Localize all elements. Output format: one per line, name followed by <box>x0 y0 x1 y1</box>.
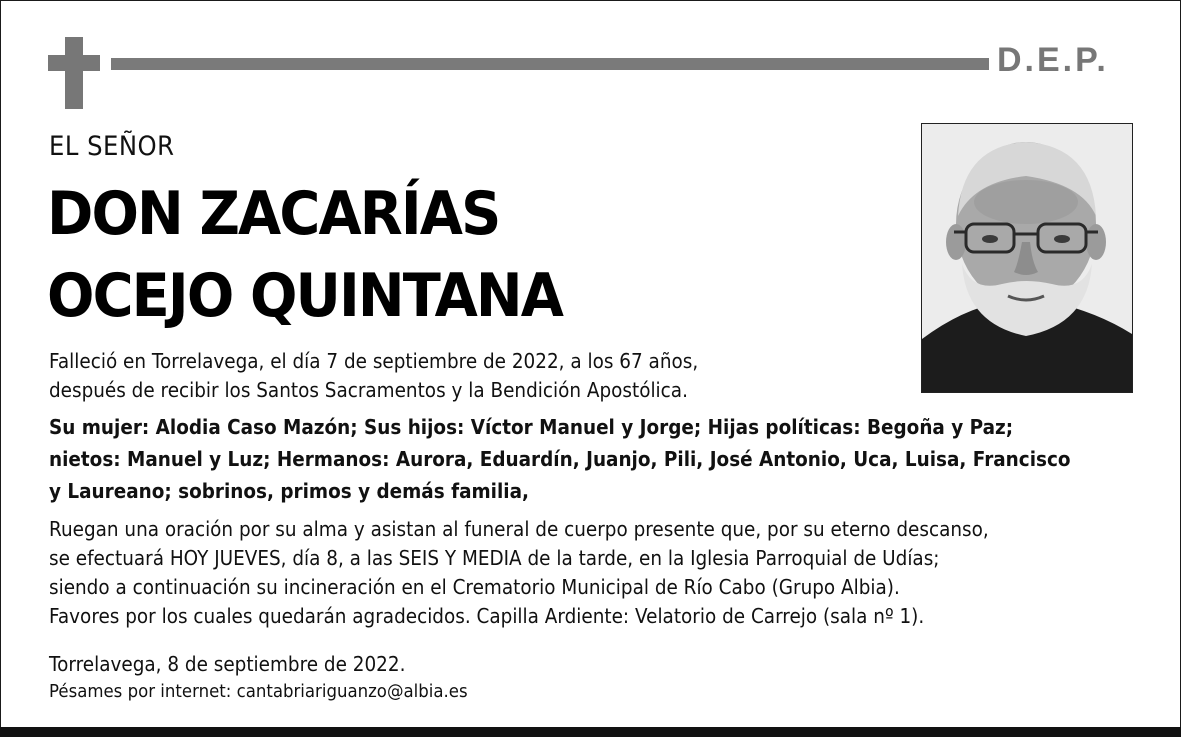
family-line: nietos: Manuel y Luz; Hermanos: Aurora, Eduardín, Juanjo, Pili, José Antonio, Uca, Luisa, Francisco <box>49 447 1071 471</box>
funeral-line: siendo a continuación su incineración en el Crematorio Municipal de Río Cabo (Grupo Albia). <box>49 575 900 599</box>
portrait-photo <box>921 123 1133 393</box>
death-line: después de recibir los Santos Sacramentos y la Bendición Apostólica. <box>49 378 688 402</box>
family-paragraph <box>49 411 1071 507</box>
cross-icon <box>65 37 83 109</box>
family-line: y Laureano; sobrinos, primos y demás familia, <box>49 479 529 503</box>
header-rule <box>111 58 989 70</box>
deceased-name-line-1: DON ZACARÍAS <box>47 179 500 249</box>
dep-label: D.E.P. <box>997 41 1109 79</box>
bottom-border <box>0 727 1181 737</box>
funeral-line: se efectuará HOY JUEVES, día 8, a las SEIS Y MEDIA de la tarde, en la Iglesia Parroquial de Udías; <box>49 546 940 570</box>
cross-icon-arm <box>48 55 100 71</box>
honorific: EL SEÑOR <box>49 131 175 162</box>
closing-paragraph <box>49 650 468 705</box>
funeral-line: Favores por los cuales quedarán agradecidos. Capilla Ardiente: Velatorio de Carrejo (sala nº 1). <box>49 604 925 628</box>
funeral-paragraph <box>49 515 989 631</box>
place-date: Torrelavega, 8 de septiembre de 2022. <box>49 652 406 676</box>
family-line: Su mujer: Alodia Caso Mazón; Sus hijos: Víctor Manuel y Jorge; Hijas políticas: Begoña y Paz; <box>49 415 1014 439</box>
death-line: Falleció en Torrelavega, el día 7 de septiembre de 2022, a los 67 años, <box>49 349 699 373</box>
funeral-line: Ruegan una oración por su alma y asistan al funeral de cuerpo presente que, por su eterno descanso, <box>49 517 989 541</box>
portrait-image <box>922 124 1132 392</box>
death-paragraph <box>49 347 698 405</box>
deceased-name-line-2: OCEJO QUINTANA <box>47 261 563 331</box>
condolences-line: Pésames por internet: cantabriariguanzo@albia.es <box>49 681 468 702</box>
